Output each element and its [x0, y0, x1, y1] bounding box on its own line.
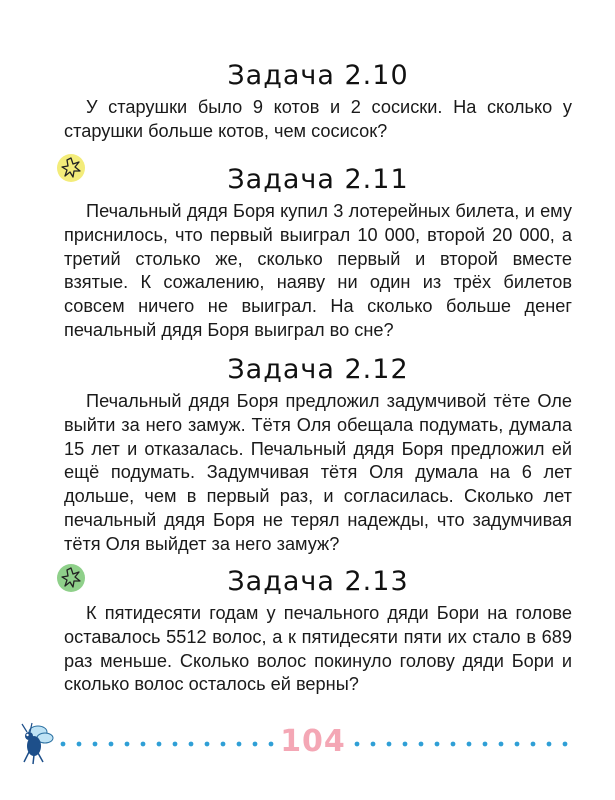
task-title: Задача 2.12	[227, 354, 409, 385]
fly-icon	[12, 716, 56, 766]
task-text: У старушки было 9 котов и 2 сосиски. На сколько у старушки больше котов, чем сосисок?	[64, 97, 572, 141]
task-title: Задача 2.10	[227, 60, 409, 91]
task-2-12	[64, 350, 572, 557]
page-number: 104	[278, 724, 348, 760]
task-text: Печальный дядя Боря купил 3 лотерейных билета, и ему приснилось, что первый выиграл 10 000, второй 20 000, а третий столько же, сколько первый и второй вместе взятые. К сожалению, наяву ни один из трёх билетов совсем ничего не выиграл. На сколько больше денег печальный дядя Боря выиграл во сне?	[64, 201, 572, 340]
task-2-13	[64, 562, 572, 697]
task-text: Печальный дядя Боря предложил задумчивой тёте Оле выйти за него замуж. Тётя Оля обещала подумать, думала 15 лет и отказалась. Печальный дядя Боря предложил ей ещё подумать. Задумчивая тётя Оля думала на 6 лет дольше, чем в первый раз, и согласилась. Сколько лет печальный дядя Боря не терял надежды, что задумчивая тётя Оля выйдет за него замуж?	[64, 391, 572, 554]
task-text: К пятидесяти годам у печального дяди Бори на голове оставалось 5512 волос, а к пятидесяти пяти их стало в 689 раз меньше. Сколько волос покинуло голову дяди Бори и сколько волос осталось ей верны?	[64, 603, 572, 695]
task-2-10	[64, 56, 572, 144]
task-2-11	[64, 160, 572, 343]
task-title: Задача 2.11	[227, 164, 409, 195]
task-title: Задача 2.13	[227, 566, 409, 597]
